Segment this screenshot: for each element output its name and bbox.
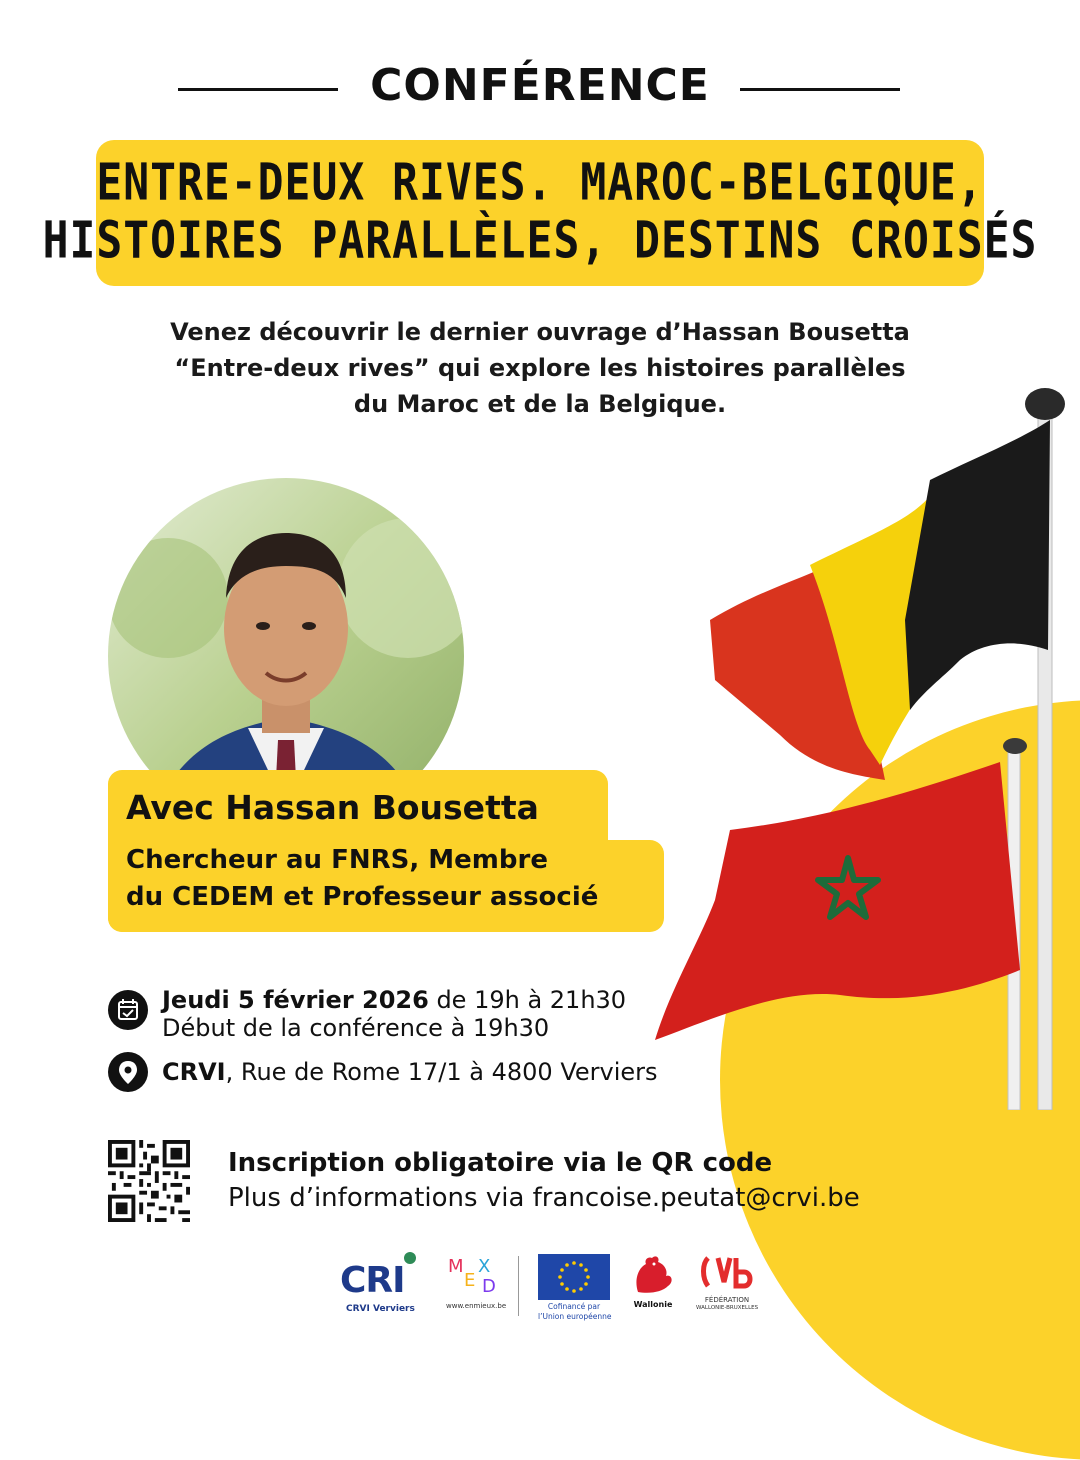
fwb-caption-1: FÉDÉRATION [704, 1296, 750, 1304]
registration-contact[interactable]: Plus d’informations via francoise.peutat@crvi.be [228, 1183, 860, 1213]
qr-code-icon[interactable] [108, 1140, 190, 1222]
title-line-2: HISTOIRES PARALLÈLES, DESTINS CROISÉS [42, 211, 1038, 271]
eu-caption-1: Cofinancé par [547, 1302, 601, 1311]
event-start: Début de la conférence à 19h30 [162, 1014, 550, 1042]
svg-text:M: M [448, 1256, 464, 1277]
crvi-logo [340, 1252, 432, 1318]
title-line-1: ENTRE-DEUX RIVES. MAROC-BELGIQUE, [96, 153, 984, 213]
wallonie-rooster [628, 1252, 678, 1298]
event-time: de 19h à 21h30 [428, 986, 627, 1014]
eu-flag [538, 1254, 610, 1300]
event-date-line [162, 986, 626, 1014]
belgium-flag-black [905, 420, 1050, 710]
speaker-name: Avec Hassan Bousetta [126, 788, 539, 827]
belgium-pole-finial [1025, 388, 1065, 420]
event-venue: CRVI [162, 1058, 226, 1086]
eu-logo [538, 1254, 612, 1324]
crvi-logo-caption: CRVI Verviers [346, 1304, 415, 1314]
speaker-role-line-1: Chercheur au FNRS, Membre [126, 845, 548, 875]
mixed-logo-caption: www.enmieux.be [446, 1302, 507, 1310]
fwb-caption-2: WALLONIE-BRUXELLES [696, 1305, 759, 1311]
mixed-logo [444, 1252, 506, 1318]
morocco-pole-finial [1003, 738, 1027, 754]
conference-kicker: CONFÉRENCE [370, 60, 710, 111]
intro-line-1: Venez découvrir le dernier ouvrage d’Hassan Bousetta [170, 318, 910, 346]
flags-illustration [640, 380, 1080, 1110]
svg-text:E: E [464, 1270, 476, 1291]
calendar-icon [108, 990, 148, 1030]
svg-text:D: D [482, 1276, 496, 1297]
event-date: Jeudi 5 février 2026 [162, 986, 429, 1014]
intro-line-2: “Entre-deux rives” qui explore les histoires parallèles [174, 354, 906, 382]
fwb-mark [696, 1252, 756, 1292]
event-venue-line [162, 1058, 658, 1086]
location-pin-icon [108, 1052, 148, 1092]
mixed-logo-mark [444, 1252, 504, 1298]
registration-required: Inscription obligatoire via le QR code [228, 1148, 773, 1178]
crvi-logo-dot [404, 1252, 416, 1264]
eu-caption-2: l’Union européenne [538, 1312, 612, 1321]
fwb-logo [696, 1252, 762, 1318]
event-address: , Rue de Rome 17/1 à 4800 Verviers [225, 1058, 658, 1086]
logo-divider [518, 1256, 519, 1316]
wallonie-logo [628, 1252, 680, 1318]
speaker-role-line-2: du CEDEM et Professeur associé [126, 882, 599, 912]
intro-line-3: du Maroc et de la Belgique. [353, 390, 727, 418]
crvi-logo-mark: CRI [340, 1260, 405, 1301]
svg-text:X: X [478, 1256, 491, 1277]
wallonie-caption: Wallonie [633, 1300, 673, 1309]
